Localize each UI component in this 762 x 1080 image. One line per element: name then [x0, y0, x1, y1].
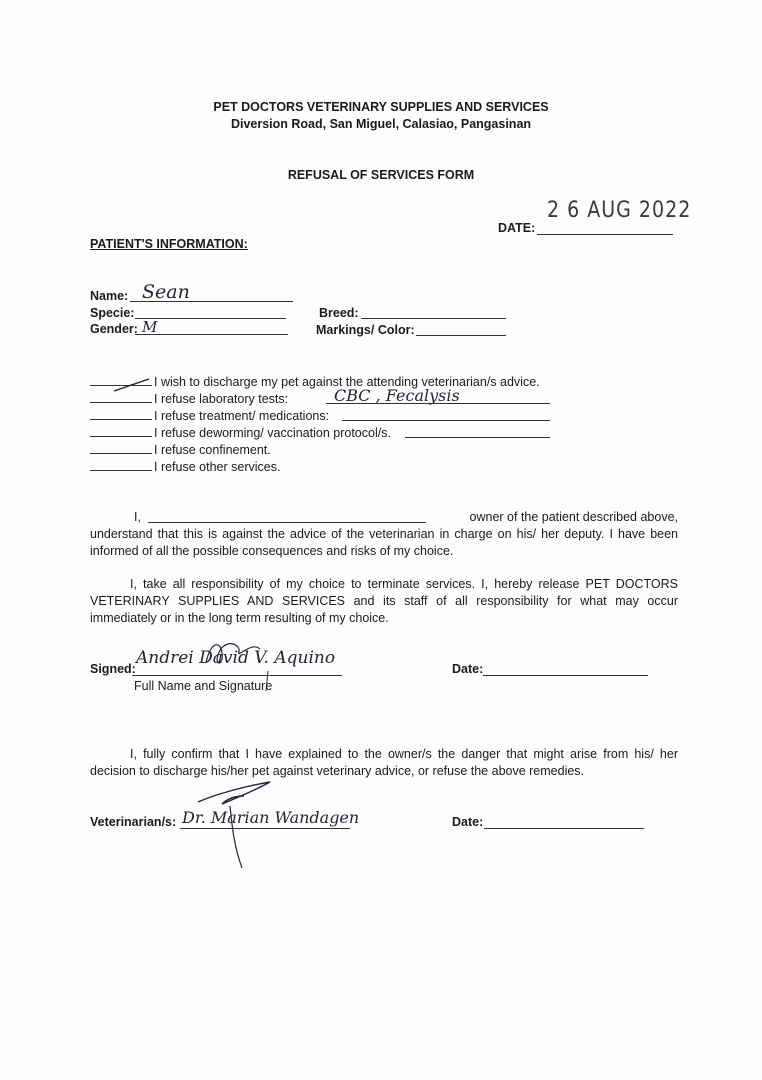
date-label: DATE: — [498, 221, 536, 235]
breed-field[interactable] — [361, 318, 506, 319]
checklist-item-treatment[interactable] — [90, 407, 329, 424]
checklist-blank[interactable] — [90, 441, 152, 454]
organization-name: PET DOCTORS VETERINARY SUPPLIES AND SERVICES — [213, 100, 549, 114]
deworming-field[interactable] — [405, 437, 550, 438]
markings-field[interactable] — [416, 335, 506, 336]
form-title: REFUSAL OF SERVICES FORM — [287, 168, 475, 182]
vet-signature-scribble — [196, 776, 276, 872]
name-field[interactable] — [130, 301, 293, 302]
gender-field[interactable] — [135, 334, 288, 335]
gender-label: Gender: — [90, 322, 138, 336]
specie-label: Specie: — [90, 306, 135, 320]
breed-label: Breed: — [319, 306, 359, 320]
vet-date-field[interactable] — [484, 828, 644, 829]
specie-field[interactable] — [135, 318, 286, 319]
checklist-item-lab-tests[interactable] — [90, 390, 288, 407]
checklist-text: I refuse confinement. — [154, 443, 271, 457]
name-value: Sean — [142, 281, 190, 303]
owner-date-label: Date: — [452, 662, 484, 676]
checklist-text: I refuse laboratory tests: — [154, 392, 289, 406]
treatment-field[interactable] — [342, 420, 550, 421]
date-stamp: 2 6 AUG 2022 — [547, 197, 692, 223]
owner-date-field[interactable] — [483, 675, 648, 676]
paragraph-confirmation: I, fully confirm that I have explained to the owner/s the danger that might arise from his/ her decision to discharge his/her pet against veterinary advice, or refuse the above remedies. — [90, 747, 678, 778]
lab-tests-value: CBC , Fecalysis — [334, 386, 460, 405]
date-line[interactable] — [537, 234, 673, 235]
patient-section-title: PATIENT'S INFORMATION: — [90, 237, 248, 251]
gender-value: M — [142, 318, 158, 336]
name-label: Name: — [90, 289, 129, 303]
checklist-text: I refuse treatment/ medications: — [154, 409, 330, 423]
checklist-item-discharge[interactable] — [90, 373, 540, 390]
checklist-item-other[interactable] — [90, 458, 280, 475]
checklist-text: I refuse other services. — [154, 460, 281, 474]
owner-intro: I, — [134, 510, 141, 524]
checklist-text: I wish to discharge my pet against the attending veterinarian/s advice. — [154, 375, 540, 389]
owner-name-field[interactable] — [148, 522, 426, 523]
veterinarian-label: Veterinarian/s: — [90, 815, 177, 829]
checklist-blank[interactable] — [90, 390, 152, 403]
signed-label: Signed: — [90, 662, 136, 676]
checklist-item-deworming[interactable] — [90, 424, 391, 441]
checklist-item-confinement[interactable] — [90, 441, 271, 458]
owner-signed-name: Andrei David V. Aquino — [136, 648, 336, 668]
vet-date-label: Date: — [452, 815, 484, 829]
vet-signed-name: Dr. Marian Wandagen — [182, 808, 360, 827]
checklist-blank[interactable] — [90, 407, 152, 420]
full-name-signature-label: Full Name and Signature — [134, 679, 273, 693]
checklist-blank[interactable] — [90, 424, 152, 437]
owner-statement: owner of the patient described above, — [469, 510, 678, 524]
checklist-blank[interactable] — [90, 458, 152, 471]
paragraph-responsibility: I, take all responsibility of my choice to terminate services. I, hereby release PET DOCTORS VETERINARY SUPPLIES AND SERVICES and its staff of all responsibility for what may occur immediately or in the long term resulting of my choice. — [90, 577, 678, 625]
paragraph-understanding: understand that this is against the advice of the veterinarian in charge on his/ her deputy. I have been informed of all the possible consequences and risks of my choice. — [90, 527, 678, 558]
organization-address: Diversion Road, San Miguel, Calasiao, Pangasinan — [230, 117, 532, 131]
checklist-text: I refuse deworming/ vaccination protocol/s. — [154, 426, 391, 440]
markings-label: Markings/ Color: — [316, 323, 415, 337]
